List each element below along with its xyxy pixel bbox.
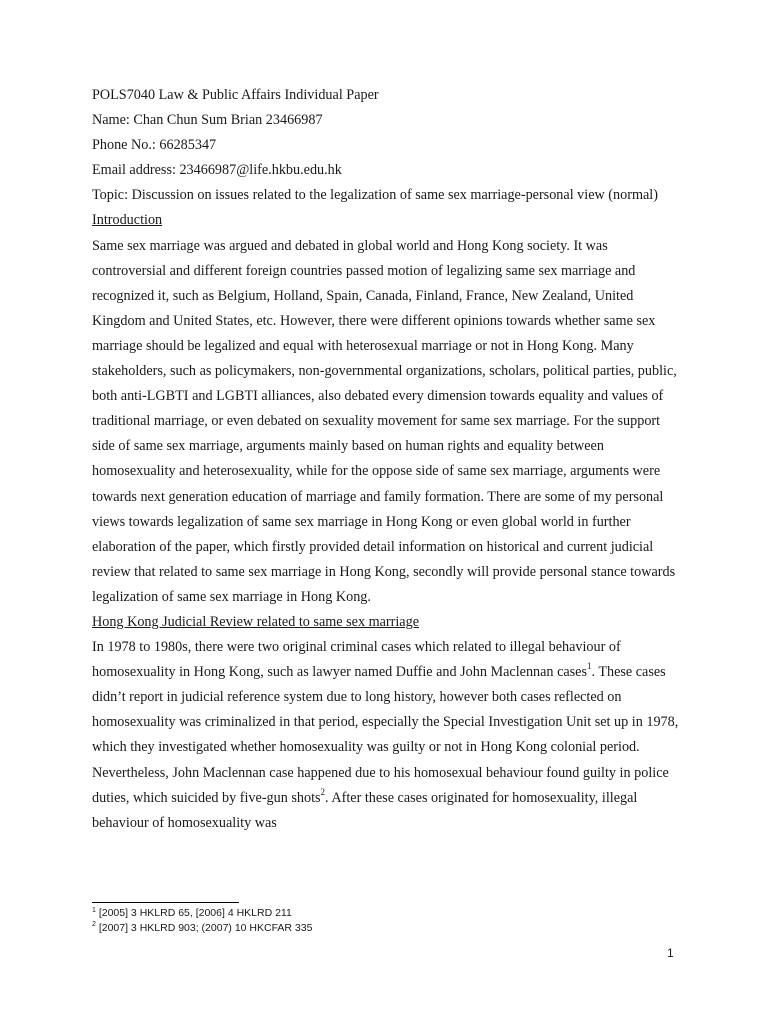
footnote-ref-1: 1 [587,661,592,672]
footnote-2 [92,921,492,936]
footnote-text: [2007] 3 HKLRD 903; (2007) 10 HKCFAR 335 [95,921,313,934]
name-line: Name: Chan Chun Sum Brian 23466987 [92,112,323,129]
introduction-heading: Introduction [92,212,163,229]
document-body [92,83,682,836]
paragraph-text-1: In 1978 to 1980s, there were two original criminal cases which related to illegal behaviour of homosexuality in Hong Kong, such as lawyer named Duffie and John Maclennan cases [92,639,621,681]
judicial-review-paragraph [92,635,682,836]
page-number: 1 [667,946,674,960]
paragraph-text-3: . After these cases originated for homosexuality, illegal behaviour of homosexuality was [92,789,638,831]
judicial-review-heading: Hong Kong Judicial Review related to same sex marriage [92,613,419,630]
topic-line: Topic: Discussion on issues related to the legalization of same sex marriage-personal view (normal) [92,187,658,204]
email-line: Email address: 23466987@life.hkbu.edu.hk [92,162,342,179]
footnotes [92,906,492,935]
footnote-separator [92,902,239,903]
footnote-ref-2: 2 [320,786,326,797]
footnote-1 [92,906,492,921]
footnote-mark: 2 [92,921,96,928]
phone-line: Phone No.: 66285347 [92,137,217,154]
introduction-paragraph: Same sex marriage was argued and debated in global world and Hong Kong society. It was controversial and different foreign countries passed motion of legalizing same sex marriage and recognized it, such as Belgium, Holland, Spain, Canada, Finland, France, New Zealand, United Kingdom and United States, etc. However, there were different opinions towards whether same sex marriage should be legalized and equal with heterosexual marriage or not in Hong Kong. Many stakeholders, such as policymakers, non-governmental organizations, scholars, political parties, public, both anti-LGBTI and LGBTI alliances, also debated every dimension towards equality and values of traditional marriage, or even debated on sexuality movement for same sex marriage. For the support side of same sex marriage, arguments mainly based on human rights and equality between homosexuality and heterosexuality, while for the oppose side of same sex marriage, arguments were towards next generation education of marriage and family formation. There are some of my personal views towards legalization of same sex marriage in Hong Kong or even global world in further elaboration of the paper, which firstly provided detail information on historical and current judicial review that related to same sex marriage in Hong Kong, secondly will provide personal stance towards legalization of same sex marriage in Hong Kong. [92,237,677,605]
footnote-text: [2005] 3 HKLRD 65, [2006] 4 HKLRD 211 [95,907,292,919]
footnote-mark: 1 [92,906,96,914]
paragraph-text-2: . These cases didn’t report in judicial reference system due to long history, however both cases reflected on homosexuality was criminalized in that period, especially the Special Investigation Unit set up in 1978, which they investigated whether homosexuality was guilty or not in Hong Kong colonial period. Nevertheless, John Maclennan case happened due to his homosexual behaviour found guilty in police duties, which suicided by five-gun shots [92,664,679,806]
course-line: POLS7040 Law & Public Affairs Individual Paper [92,87,379,103]
